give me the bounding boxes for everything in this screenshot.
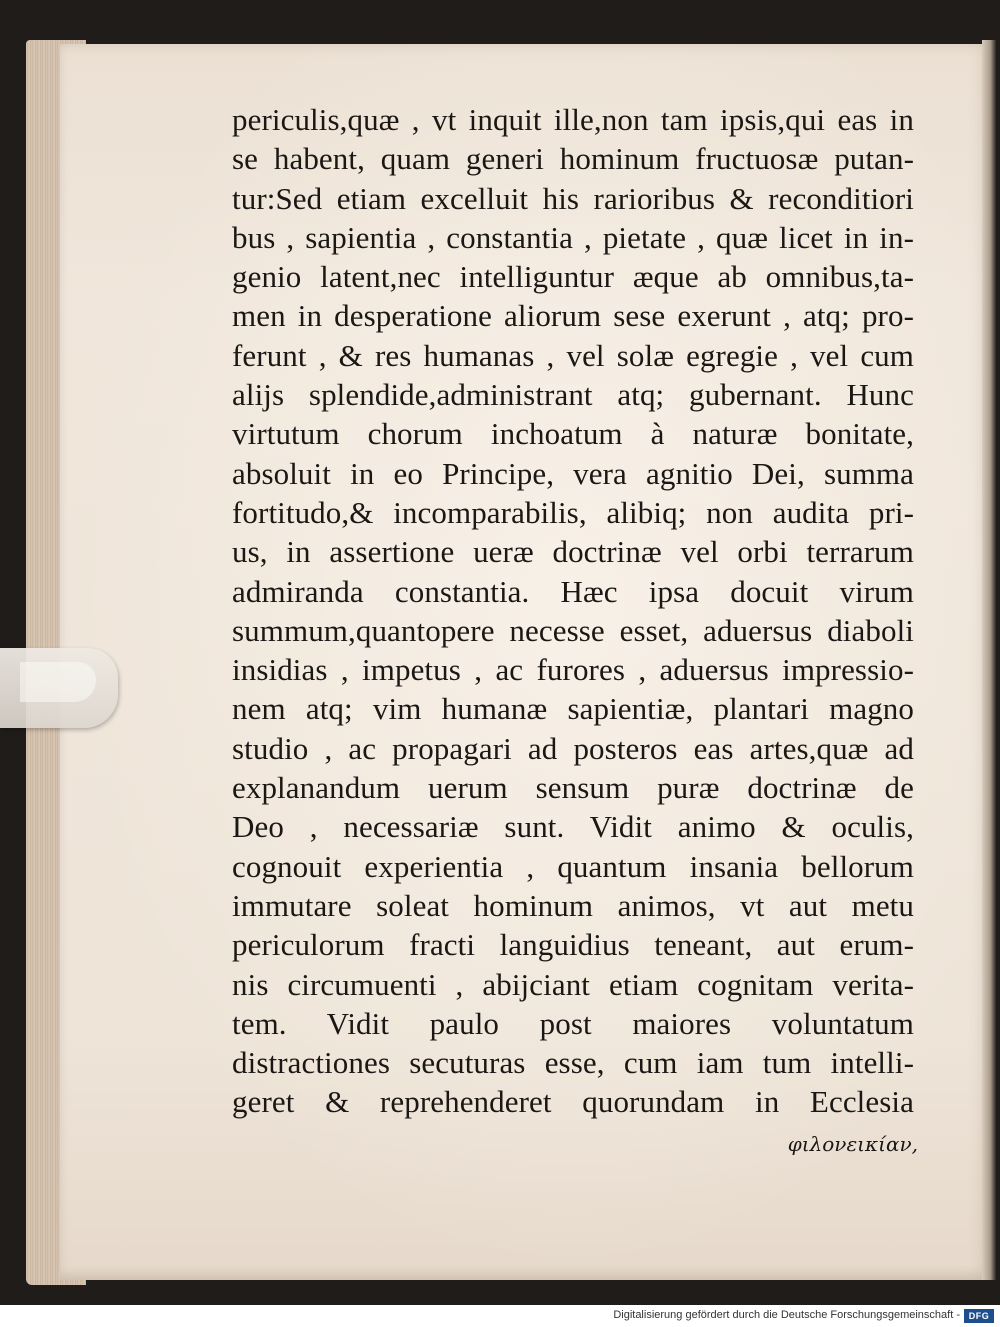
text-line: fortitudo,& incomparabilis, alibiq; non audita pri- bbox=[232, 494, 914, 530]
text-line: men in desperatione aliorum sese exerunt , atq; pro- bbox=[232, 298, 914, 334]
text-block bbox=[232, 100, 914, 1122]
page-right-edge bbox=[982, 40, 996, 1280]
text-line: admiranda constantia. Hæc ipsa docuit virum bbox=[232, 573, 914, 609]
footer-bar bbox=[0, 1305, 1000, 1327]
text-line: absoluit in eo Principe, vera agnitio Dei, summa bbox=[232, 455, 914, 491]
text-line: nis circumuenti , abijciant etiam cognitam verita- bbox=[232, 966, 914, 1002]
text-line: periculis,quæ , vt inquit ille,non tam ipsis,qui eas in bbox=[232, 102, 914, 137]
text-line: virtutum chorum inchoatum à naturæ bonitate, bbox=[232, 416, 914, 452]
text-line: bus , sapientia , constantia , pietate , quæ licet in in- bbox=[232, 219, 914, 255]
text-line: us, in assertione ueræ doctrinæ vel orbi terrarum bbox=[232, 534, 914, 570]
text-line: se habent, quam generi hominum fructuosæ putan- bbox=[232, 141, 914, 177]
text-line: ferunt , & res humanas , vel solæ egregie , vel cum bbox=[232, 337, 914, 373]
text-line: alijs splendide,administrant atq; gubernant. Hunc bbox=[232, 377, 914, 413]
text-line: insidias , impetus , ac furores , aduersus impressio- bbox=[232, 652, 914, 688]
dfg-logo: DFG bbox=[964, 1309, 994, 1323]
footer-credit: Digitalisierung gefördert durch die Deutsche Forschungsgemeinschaft - bbox=[613, 1309, 960, 1321]
text-line: periculorum fracti languidius teneant, aut erum- bbox=[232, 927, 914, 963]
text-line: geret & reprehenderet quorundam in Ecclesia bbox=[232, 1084, 914, 1120]
text-line: genio latent,nec intelliguntur æque ab omnibus,ta- bbox=[232, 259, 914, 295]
catchword: φιλονεικίαν, bbox=[787, 1132, 918, 1156]
text-line: immutare soleat hominum animos, vt aut metu bbox=[232, 887, 914, 923]
paper-bookmark bbox=[0, 648, 118, 728]
text-line: nem atq; vim humanæ sapientiæ, plantari magno bbox=[232, 691, 914, 727]
text-line: distractiones secuturas esse, cum iam tum intelli- bbox=[232, 1045, 914, 1081]
text-line: studio , ac propagari ad posteros eas artes,quæ ad bbox=[232, 730, 914, 766]
text-line: tur:Sed etiam excelluit his rarioribus & reconditiori bbox=[232, 180, 914, 216]
text-line: tem. Vidit paulo post maiores voluntatum bbox=[232, 1005, 914, 1041]
text-line: explanandum uerum sensum puræ doctrinæ de bbox=[232, 770, 914, 806]
text-line: cognouit experientia , quantum insania bellorum bbox=[232, 848, 914, 884]
text-line: Deo , necessariæ sunt. Vidit animo & oculis, bbox=[232, 809, 914, 845]
text-line: summum,quantopere necesse esset, aduersus diaboli bbox=[232, 612, 914, 648]
